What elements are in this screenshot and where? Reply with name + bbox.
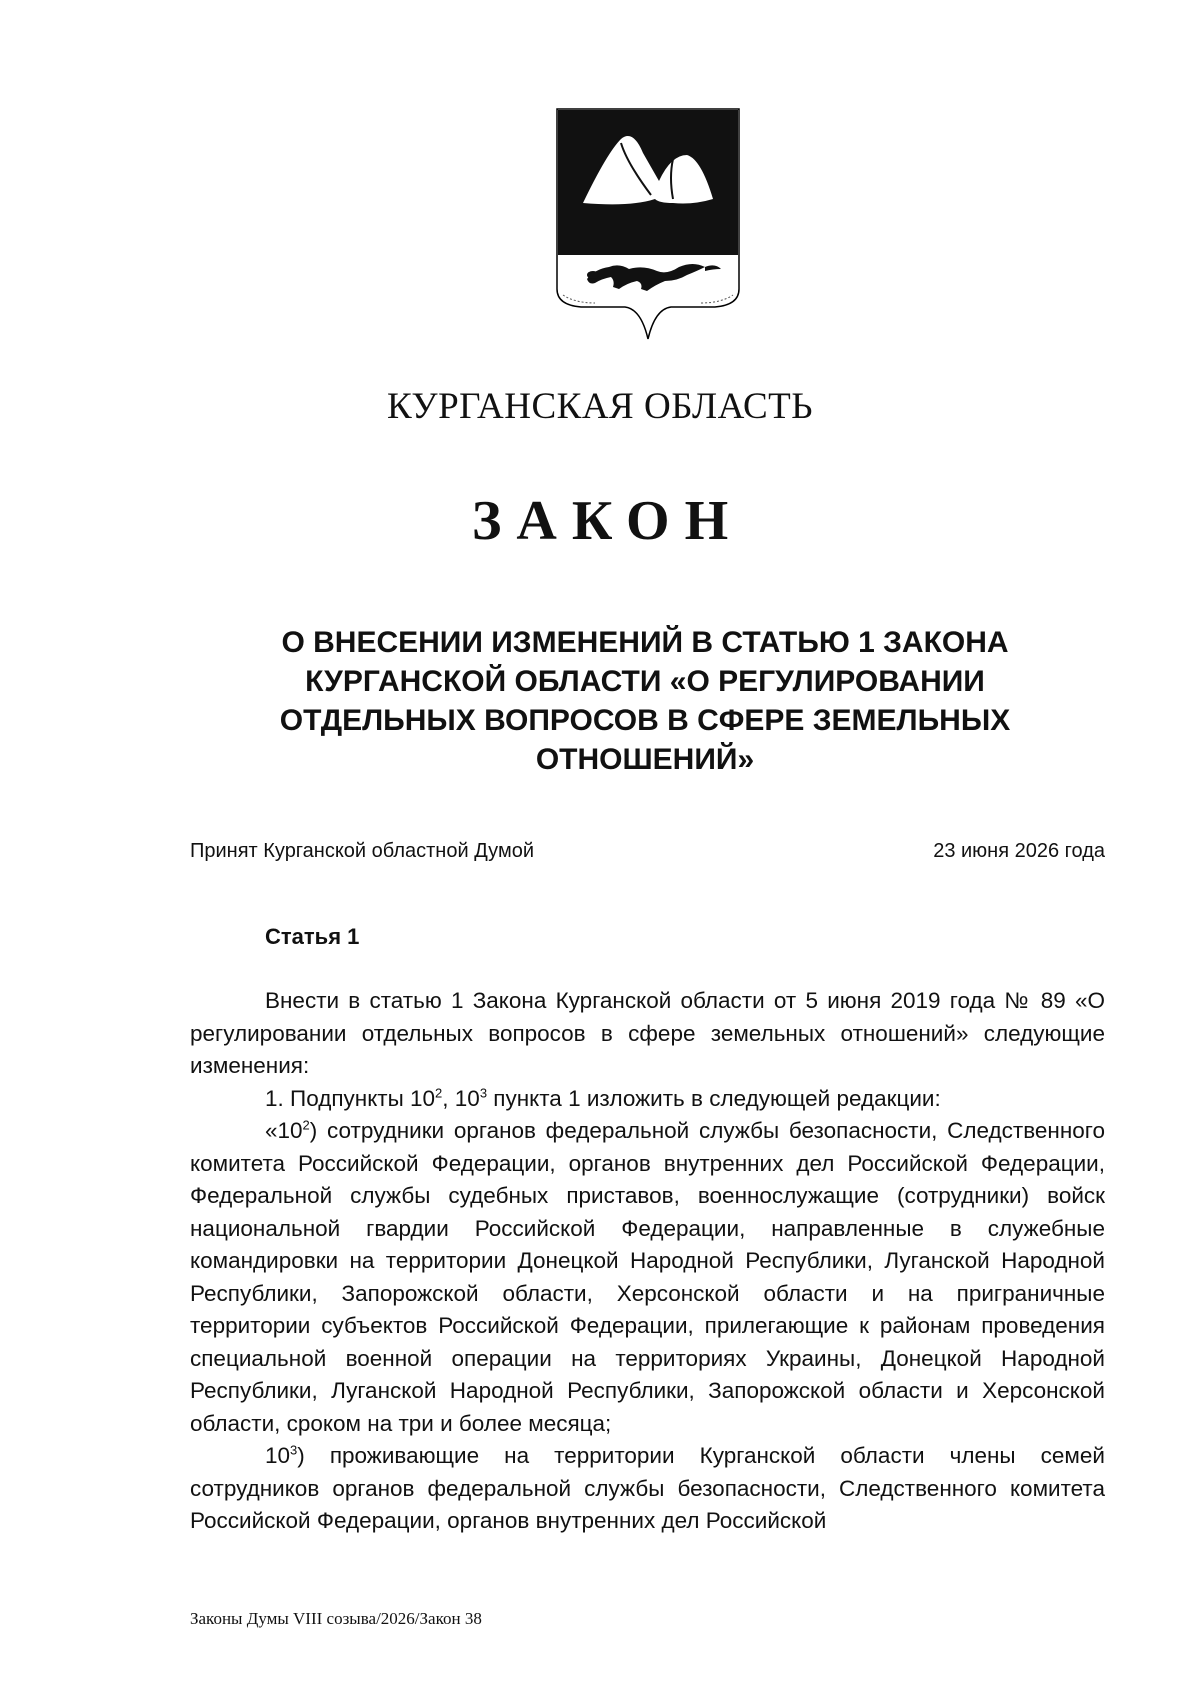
document-type: ЗАКОН — [471, 490, 744, 552]
region-name: КУРГАНСКАЯ ОБЛАСТЬ — [386, 386, 814, 427]
footer-reference: Законы Думы VIII созыва/2026/Закон 38 — [190, 1609, 482, 1628]
paragraph-subitem-10-3: $10^3$) проживающие на территории Курганской области члены семей сотрудников органов федеральной службы безопасности, Следственного комитета Российской Федерации, органов внутренних дел Российской — [190, 1442, 1105, 1533]
paragraph-intro: Внести в статью 1 Закона Курганской области от 5 июня 2019 года № 89 «О регулировании отдельных вопросов в сфере земельных отношений» следующие изменения: — [190, 988, 1105, 1078]
adopted-by: Принят Курганской областной Думой — [190, 840, 534, 862]
paragraph-amendment-1: 1. Подпункты $10^2$, $10^3$ пункта 1 изложить в следующей редакции: — [265, 1085, 941, 1111]
law-title: О ВНЕСЕНИИ ИЗМЕНЕНИЙ В СТАТЬЮ 1 ЗАКОНА КУРГАНСКОЙ ОБЛАСТИ «О РЕГУЛИРОВАНИИ ОТДЕЛЬНЫХ ВОПРОСОВ В СФЕРЕ ЗЕМЕЛЬНЫХ ОТНОШЕНИЙ» — [279, 626, 1011, 776]
adoption-date: 23 июня 2026 года — [933, 840, 1105, 862]
article-body — [190, 985, 1105, 1538]
coat-of-arms-emblem — [555, 107, 741, 343]
article-heading: Статья 1 — [265, 924, 360, 949]
paragraph-subitem-10-2: «$10^2$) сотрудники органов федеральной службы безопасности, Следственного комитета Российской Федерации, органов внутренних дел Российской Федерации, Федеральной службы судебных приставов, военнослужащие (сотрудники) войск национальной гвардии Российской Федерации, направленные в служебные командировки на территории Донецкой Народной Республики, Луганской Народной Республики, Запорожской области, Херсонской области и на приграничные территории субъектов Российской Федерации, прилегающие к районам проведения специальной военной операции на территориях Украины, Донецкой Народной Республики, Луганской Народной Республики, Запорожской области и Херсонской области, сроком на три и более месяца; — [190, 1117, 1105, 1436]
